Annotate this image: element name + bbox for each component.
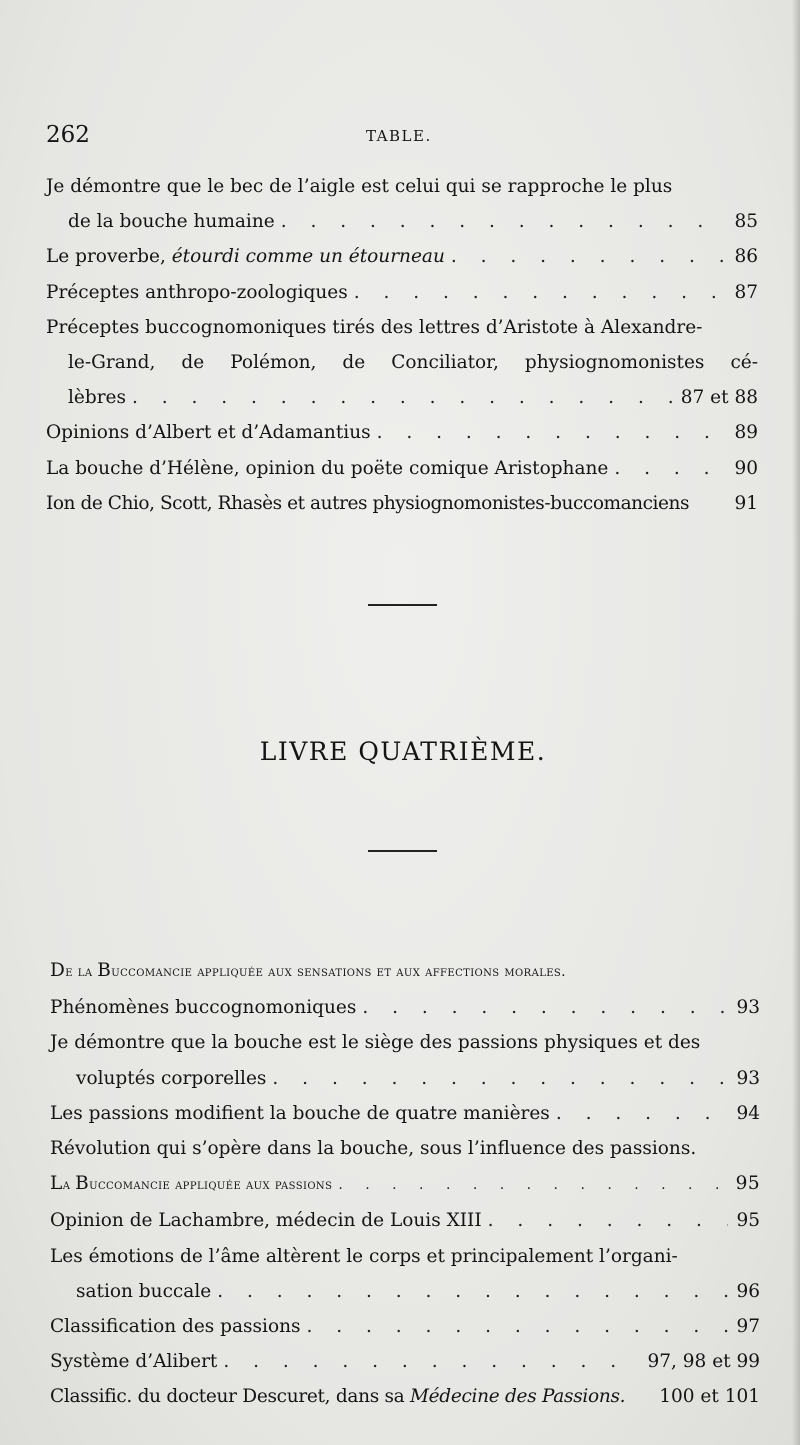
page-ref: 87 et 88 <box>680 387 758 409</box>
toc-entry: La bouche d’Hélène, opinion du poëte comique Aristophane . . . 90 <box>46 451 758 486</box>
page-ref: 95 <box>735 1173 760 1195</box>
toc-entry: Opinions d’Albert et d’Adamantius . . . 89 <box>46 415 758 450</box>
toc-entry: Révolution qui s’opère dans la bouche, sous l’influence des passions. <box>50 1138 697 1160</box>
table-of-contents-part2 <box>50 953 760 1415</box>
toc-entry: Je démontre que le bec de l’aigle est celui qui se rapproche le plus de la bouche humaine . . . 85 <box>46 169 758 239</box>
page-ref: 96 <box>736 1280 760 1302</box>
toc-entry: Ion de Chio, Scott, Rhasès et autres physiognomonistes-buccomanciens 91 <box>46 486 758 521</box>
page-ref: 86 <box>734 246 758 268</box>
page-number: 262 <box>46 122 90 148</box>
section-heading: La Buccomancie appliquée aux passions . . . 95 <box>50 1166 760 1203</box>
toc-entry: Je démontre que la bouche est le siège des passions physiques et des voluptés corporelles . . . 93 <box>50 1025 760 1095</box>
page-ref: 93 <box>736 997 760 1019</box>
page-ref: 89 <box>734 422 758 444</box>
page-ref: 91 <box>734 492 758 514</box>
page-ref: 97 <box>736 1316 760 1338</box>
toc-entry: Classification des passions . . . 97 <box>50 1309 760 1344</box>
page-ref: 95 <box>736 1210 760 1232</box>
toc-entry: Les émotions de l’âme altèrent le corps et principalement l’organi- sation buccale . . . 96 <box>50 1239 760 1309</box>
toc-entry: Classific. du docteur Descuret, dans sa Médecine des Passions. 100 et 101 <box>50 1379 760 1414</box>
toc-entry: Préceptes anthropo-zoologiques . . . 87 <box>46 275 758 310</box>
toc-entry: Opinion de Lachambre, médecin de Louis XIII . . . 95 <box>50 1203 760 1238</box>
section-divider <box>368 850 437 852</box>
page-ref: 85 <box>734 211 758 233</box>
section-heading: De la Buccomancie appliquée aux sensations et aux affections morales. <box>50 960 567 981</box>
toc-entry: Phénomènes buccognomoniques . . . 93 <box>50 990 760 1025</box>
toc-entry: Les passions modifient la bouche de quatre manières . . . 94 <box>50 1096 760 1131</box>
book-title: LIVRE QUATRIÈME. <box>259 737 547 766</box>
table-of-contents-part1 <box>46 169 758 521</box>
page-ref: 87 <box>734 281 758 303</box>
toc-entry: Système d’Alibert . . . 97, 98 et 99 <box>50 1344 760 1379</box>
page-ref: 97, 98 et 99 <box>647 1351 760 1373</box>
page-ref: 94 <box>736 1102 760 1124</box>
page-ref: 100 et 101 <box>659 1386 760 1408</box>
toc-entry: Le proverbe, étourdi comme un étourneau . . . 86 <box>46 239 758 274</box>
toc-entry: Préceptes buccognomoniques tirés des lettres d’Aristote à Alexandre- le-Grand, de Polémon, de Conciliator, physiognomonistes cé- lèbres . . . 87 et 88 <box>46 310 758 416</box>
section-divider <box>368 604 437 606</box>
page-ref: 93 <box>736 1067 760 1089</box>
running-title: TABLE. <box>366 127 432 145</box>
page-ref: 90 <box>734 457 758 479</box>
